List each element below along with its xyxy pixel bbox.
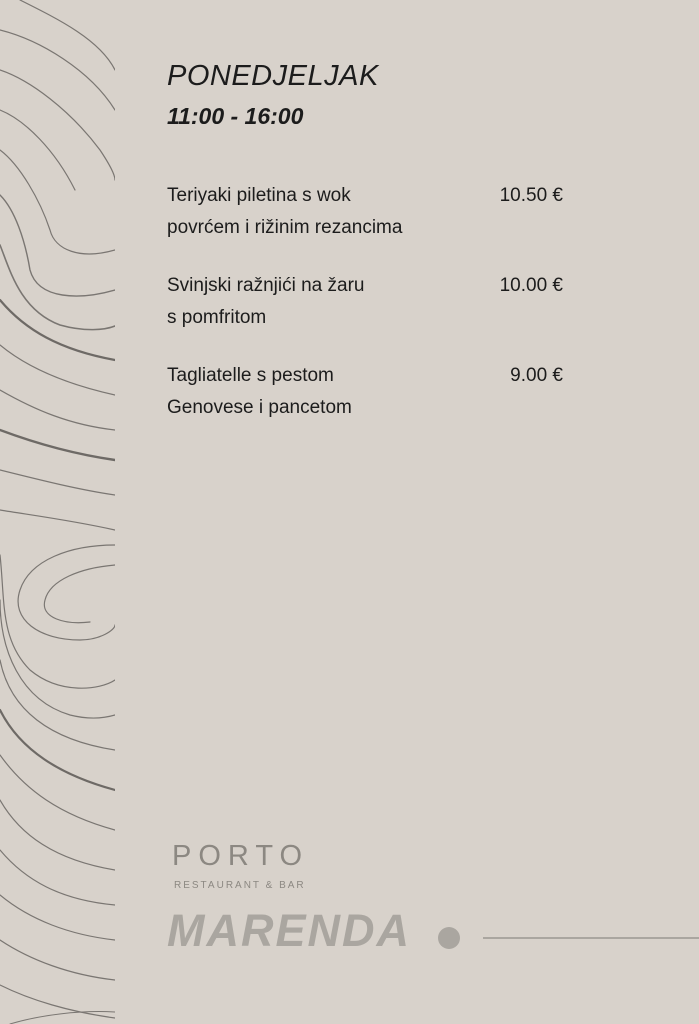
dish-name-line: s pomfritom [167, 307, 267, 328]
dish-name-line: Teriyaki piletina s wok [167, 185, 351, 206]
dish-name-line: Genovese i pancetom [167, 397, 352, 418]
menu-item [167, 270, 567, 334]
brand-logo-text: PORTO [172, 840, 310, 872]
dish-name [167, 360, 467, 424]
dish-name-line: Tagliatelle s pestom [167, 365, 334, 386]
day-title: PONEDJELJAK [167, 60, 379, 92]
decorative-dot [438, 927, 460, 949]
brand-tagline: RESTAURANT & BAR [174, 880, 306, 891]
opening-hours: 11:00 - 16:00 [167, 103, 304, 129]
menu-title: MARENDA [167, 905, 411, 956]
dish-price: 10.00 € [499, 275, 563, 296]
menu-item [167, 360, 567, 424]
dish-price: 9.00 € [510, 365, 563, 386]
menu-item [167, 180, 567, 244]
dish-name [167, 180, 467, 244]
dish-name-line: povrćem i rižinim rezancima [167, 217, 403, 238]
dish-name [167, 270, 467, 334]
decorative-line [483, 937, 699, 939]
topographic-pattern [0, 0, 115, 1024]
dish-name-line: Svinjski ražnjići na žaru [167, 275, 365, 296]
dish-price: 10.50 € [499, 185, 563, 206]
